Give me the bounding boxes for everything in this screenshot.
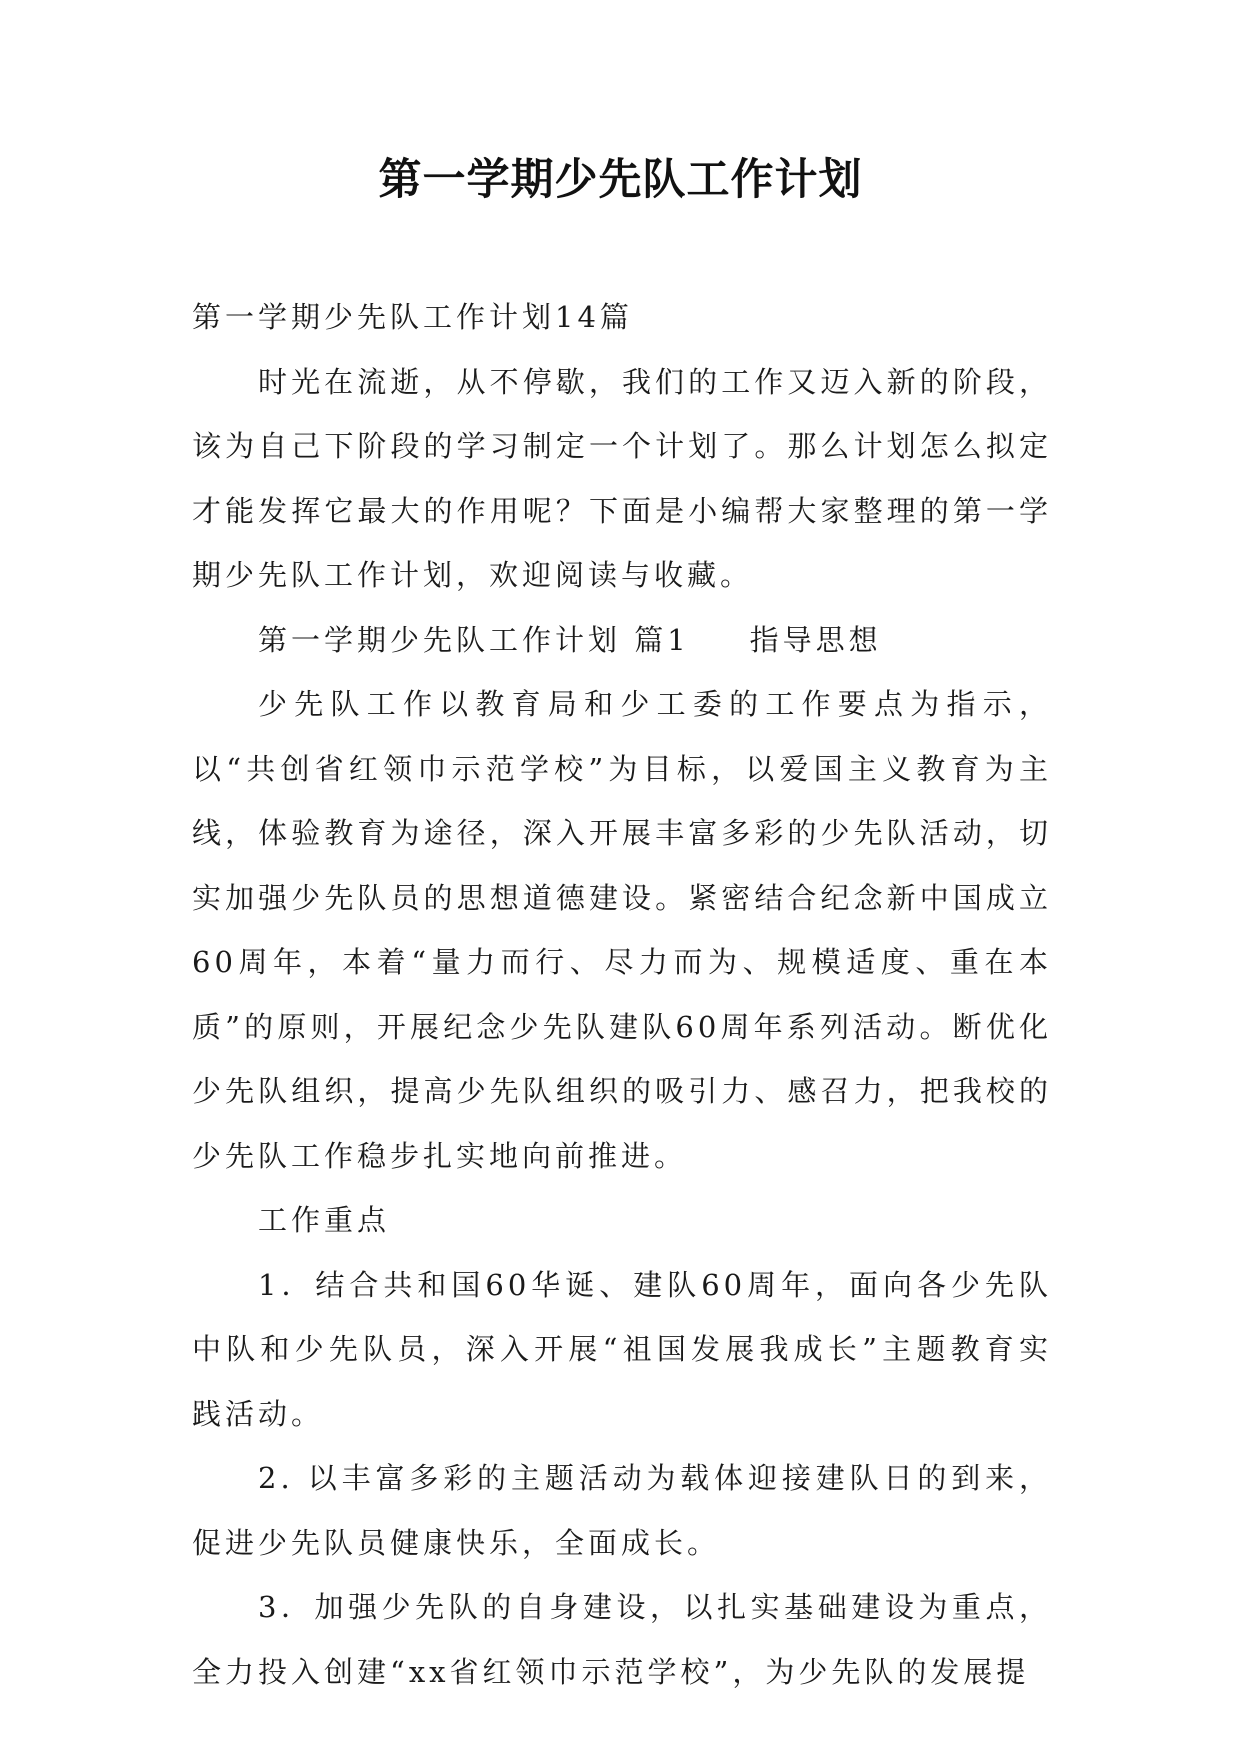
focus-heading: 工作重点 — [258, 1203, 391, 1237]
section-heading — [192, 608, 1052, 673]
focus-point-2: 2. 以丰富多彩的主题活动为载体迎接建队日的到来，促进少先队员健康快乐，全面成长。 — [192, 1461, 1052, 1560]
focus-point-3: 3．加强少先队的自身建设，以扎实基础建设为重点，全力投入创建“xx省红领巾示范学校”，为少先队的发展提 — [192, 1590, 1052, 1689]
document-title: 第一学期少先队工作计划 — [378, 155, 863, 205]
document-subtitle: 第一学期少先队工作计划14篇 — [192, 300, 633, 334]
section-title: 第一学期少先队工作计划 篇1 — [258, 622, 690, 657]
focus-point-1: 1．结合共和国60华诞、建队60周年，面向各少先队中队和少先队员，深入开展“祖国发展我成长”主题教育实践活动。 — [192, 1267, 1052, 1431]
guiding-paragraph: 少先队工作以教育局和少工委的工作要点为指示，以“共创省红领巾示范学校”为目标，以爱国主义教育为主线，体验教育为途径，深入开展丰富多彩的少先队活动，切实加强少先队员的思想道德建设。紧密结合纪念新中国成立60周年，本着“量力而行、尽力而为、规模适度、重在本质”的原则，开展纪念少先队建队60周年系列活动。断优化少先队组织，提高少先队组织的吸引力、感召力，把我校的少先队工作稳步扎实地向前推进。 — [192, 687, 1052, 1173]
section-subheading: 指导思想 — [749, 622, 882, 657]
document-body — [192, 285, 1052, 1704]
intro-paragraph: 时光在流逝，从不停歇，我们的工作又迈入新的阶段，该为自己下阶段的学习制定一个计划了。那么计划怎么拟定才能发挥它最大的作用呢？下面是小编帮大家整理的第一学期少先队工作计划，欢迎阅读与收藏。 — [192, 364, 1052, 592]
